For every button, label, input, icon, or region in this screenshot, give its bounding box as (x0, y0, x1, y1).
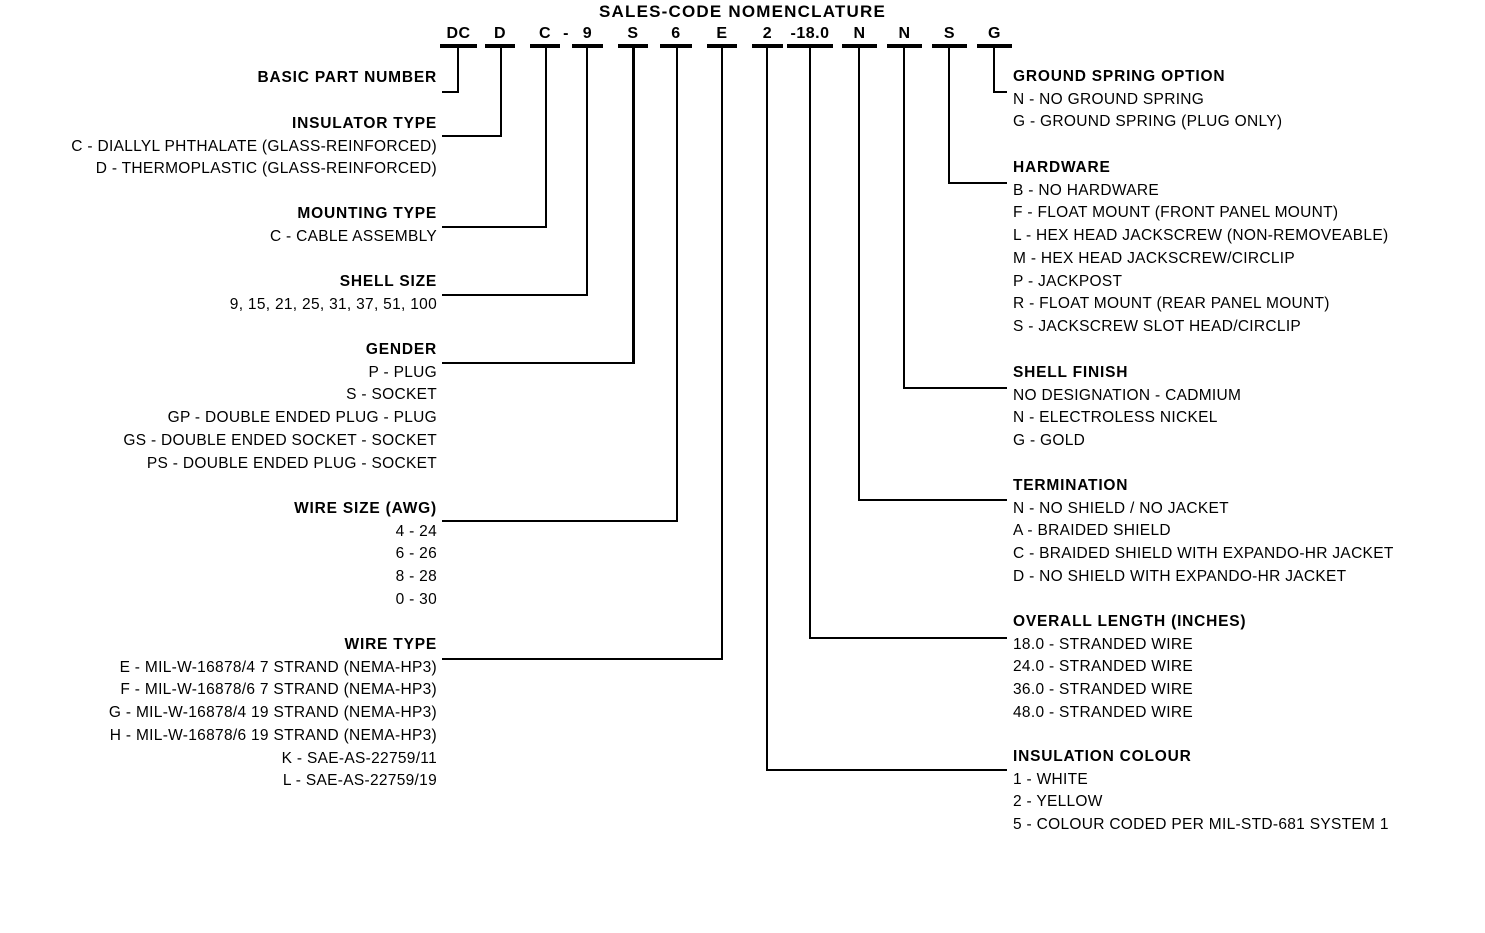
option-hardware: B - NO HARDWARE (1013, 181, 1160, 199)
section-shell_finish (1013, 362, 1241, 453)
connector-vline-overall_length_inches (809, 48, 811, 639)
section-heading-termination: TERMINATION (1013, 477, 1129, 494)
option-gender: GS - DOUBLE ENDED SOCKET - SOCKET (123, 431, 437, 449)
option-termination: N - NO SHIELD / NO JACKET (1013, 499, 1229, 517)
section-insulator_type (71, 113, 437, 181)
section-basic_part_number (257, 67, 437, 90)
option-gender: S - SOCKET (346, 386, 437, 404)
code-segment-insulator_type: D (485, 24, 515, 48)
section-hardware (1013, 157, 1388, 339)
option-wire_size_awg: 0 - 30 (395, 590, 437, 608)
code-segment-hardware: S (932, 24, 967, 48)
option-wire_type: H - MIL-W-16878/6 19 STRAND (NEMA-HP3) (109, 726, 437, 744)
diagram-title: SALES-CODE NOMENCLATURE (598, 2, 886, 21)
connector-vline-basic_part_number (457, 48, 459, 93)
section-insulation_colour (1013, 746, 1389, 837)
connector-hline-insulation_colour (766, 769, 1007, 771)
option-overall_length_inches: 48.0 - STRANDED WIRE (1013, 703, 1193, 721)
connector-hline-termination (858, 499, 1007, 501)
option-gender: PS - DOUBLE ENDED PLUG - SOCKET (146, 454, 437, 472)
option-ground_spring_option: G - GROUND SPRING (PLUG ONLY) (1013, 113, 1283, 131)
connector-hline-shell_finish (903, 387, 1007, 389)
option-mounting_type: C - CABLE ASSEMBLY (269, 227, 437, 245)
connector-hline-shell_size (442, 294, 588, 296)
section-heading-basic_part_number: BASIC PART NUMBER (257, 69, 437, 86)
option-shell_finish: NO DESIGNATION - CADMIUM (1013, 386, 1242, 404)
code-segment-separator: - (563, 25, 569, 42)
code-segment-shell_size: 9 (572, 24, 603, 48)
option-insulator_type: C - DIALLYL PHTHALATE (GLASS-REINFORCED) (71, 137, 437, 155)
connector-vline-gender (632, 48, 635, 364)
option-insulation_colour: 5 - COLOUR CODED PER MIL-STD-681 SYSTEM 1 (1013, 816, 1389, 834)
code-segment-insulation_colour: 2 (752, 24, 783, 48)
option-wire_size_awg: 6 - 26 (395, 545, 437, 563)
option-wire_type: G - MIL-W-16878/4 19 STRAND (NEMA-HP3) (108, 704, 437, 722)
code-segment-wire_type: E (707, 24, 737, 48)
connector-vline-wire_type (721, 48, 723, 660)
option-wire_type: L - SAE-AS-22759/19 (282, 772, 437, 790)
section-termination (1013, 475, 1394, 589)
option-gender: GP - DOUBLE ENDED PLUG - PLUG (167, 409, 437, 427)
section-heading-wire_size_awg: WIRE SIZE (AWG) (294, 500, 437, 517)
connector-vline-mounting_type (545, 48, 547, 228)
option-wire_size_awg: 8 - 28 (395, 568, 437, 586)
option-wire_size_awg: 4 - 24 (395, 522, 437, 540)
connector-vline-termination (858, 48, 860, 501)
connector-hline-ground_spring_option (993, 91, 1007, 93)
option-hardware: S - JACKSCREW SLOT HEAD/CIRCLIP (1013, 317, 1302, 335)
section-heading-wire_type: WIRE TYPE (344, 636, 437, 653)
connector-hline-hardware (948, 182, 1007, 184)
connector-hline-basic_part_number (442, 91, 459, 93)
section-heading-overall_length_inches: OVERALL LENGTH (INCHES) (1013, 613, 1247, 630)
connector-vline-ground_spring_option (993, 48, 995, 93)
option-insulator_type: D - THERMOPLASTIC (GLASS-REINFORCED) (95, 160, 437, 178)
section-heading-insulator_type: INSULATOR TYPE (292, 115, 437, 132)
connector-vline-insulator_type (500, 48, 502, 137)
option-overall_length_inches: 36.0 - STRANDED WIRE (1013, 681, 1193, 699)
option-insulation_colour: 1 - WHITE (1013, 770, 1089, 788)
connector-hline-overall_length_inches (809, 637, 1007, 639)
option-gender: P - PLUG (368, 363, 437, 381)
section-heading-shell_finish: SHELL FINISH (1013, 364, 1129, 381)
option-hardware: M - HEX HEAD JACKSCREW/CIRCLIP (1013, 249, 1296, 267)
code-segment-gender: S (618, 24, 648, 48)
connector-vline-shell_size (586, 48, 588, 296)
connector-vline-shell_finish (903, 48, 905, 389)
section-wire_type (109, 634, 437, 793)
section-heading-mounting_type: MOUNTING TYPE (297, 205, 437, 222)
code-segment-basic_part_number: DC (440, 24, 477, 48)
code-segment-ground_spring_option: G (977, 24, 1012, 48)
section-heading-ground_spring_option: GROUND SPRING OPTION (1013, 68, 1226, 85)
option-hardware: L - HEX HEAD JACKSCREW (NON-REMOVEABLE) (1013, 227, 1389, 245)
section-heading-insulation_colour: INSULATION COLOUR (1013, 748, 1192, 765)
connector-hline-mounting_type (442, 226, 547, 228)
option-ground_spring_option: N - NO GROUND SPRING (1013, 90, 1205, 108)
option-shell_finish: G - GOLD (1013, 432, 1086, 450)
code-segment-mounting_type: C (530, 24, 560, 48)
option-hardware: P - JACKPOST (1013, 272, 1123, 290)
code-segment-termination: N (842, 24, 877, 48)
option-termination: A - BRAIDED SHIELD (1013, 522, 1171, 540)
option-insulation_colour: 2 - YELLOW (1013, 793, 1103, 811)
option-termination: D - NO SHIELD WITH EXPANDO-HR JACKET (1013, 567, 1347, 585)
section-heading-shell_size: SHELL SIZE (339, 273, 437, 290)
section-mounting_type (270, 203, 437, 248)
connector-vline-wire_size_awg (676, 48, 678, 522)
option-wire_type: F - MIL-W-16878/6 7 STRAND (NEMA-HP3) (120, 681, 437, 699)
option-wire_type: E - MIL-W-16878/4 7 STRAND (NEMA-HP3) (119, 658, 437, 676)
option-wire_type: K - SAE-AS-22759/11 (281, 749, 437, 767)
connector-hline-insulator_type (442, 135, 502, 137)
option-shell_finish: N - ELECTROLESS NICKEL (1013, 409, 1218, 427)
connector-vline-insulation_colour (766, 48, 768, 771)
code-segment-overall_length_inches: -18.0 (787, 24, 833, 48)
option-shell_size: 9, 15, 21, 25, 31, 37, 51, 100 (229, 295, 437, 313)
option-hardware: R - FLOAT MOUNT (REAR PANEL MOUNT) (1013, 295, 1330, 313)
section-shell_size (230, 271, 437, 316)
code-segment-shell_finish: N (887, 24, 922, 48)
option-termination: C - BRAIDED SHIELD WITH EXPANDO-HR JACKET (1013, 545, 1394, 563)
option-hardware: F - FLOAT MOUNT (FRONT PANEL MOUNT) (1013, 204, 1339, 222)
connector-hline-gender (442, 362, 634, 364)
section-overall_length_inches (1013, 611, 1246, 725)
section-heading-hardware: HARDWARE (1013, 159, 1111, 176)
section-heading-gender: GENDER (365, 341, 437, 358)
option-overall_length_inches: 24.0 - STRANDED WIRE (1013, 658, 1193, 676)
code-segment-wire_size_awg: 6 (660, 24, 692, 48)
connector-hline-wire_size_awg (442, 520, 678, 522)
section-ground_spring_option (1013, 66, 1282, 134)
section-wire_size_awg (294, 498, 437, 612)
section-gender (123, 339, 437, 475)
connector-vline-hardware (948, 48, 950, 184)
connector-hline-wire_type (442, 658, 723, 660)
option-overall_length_inches: 18.0 - STRANDED WIRE (1013, 635, 1193, 653)
